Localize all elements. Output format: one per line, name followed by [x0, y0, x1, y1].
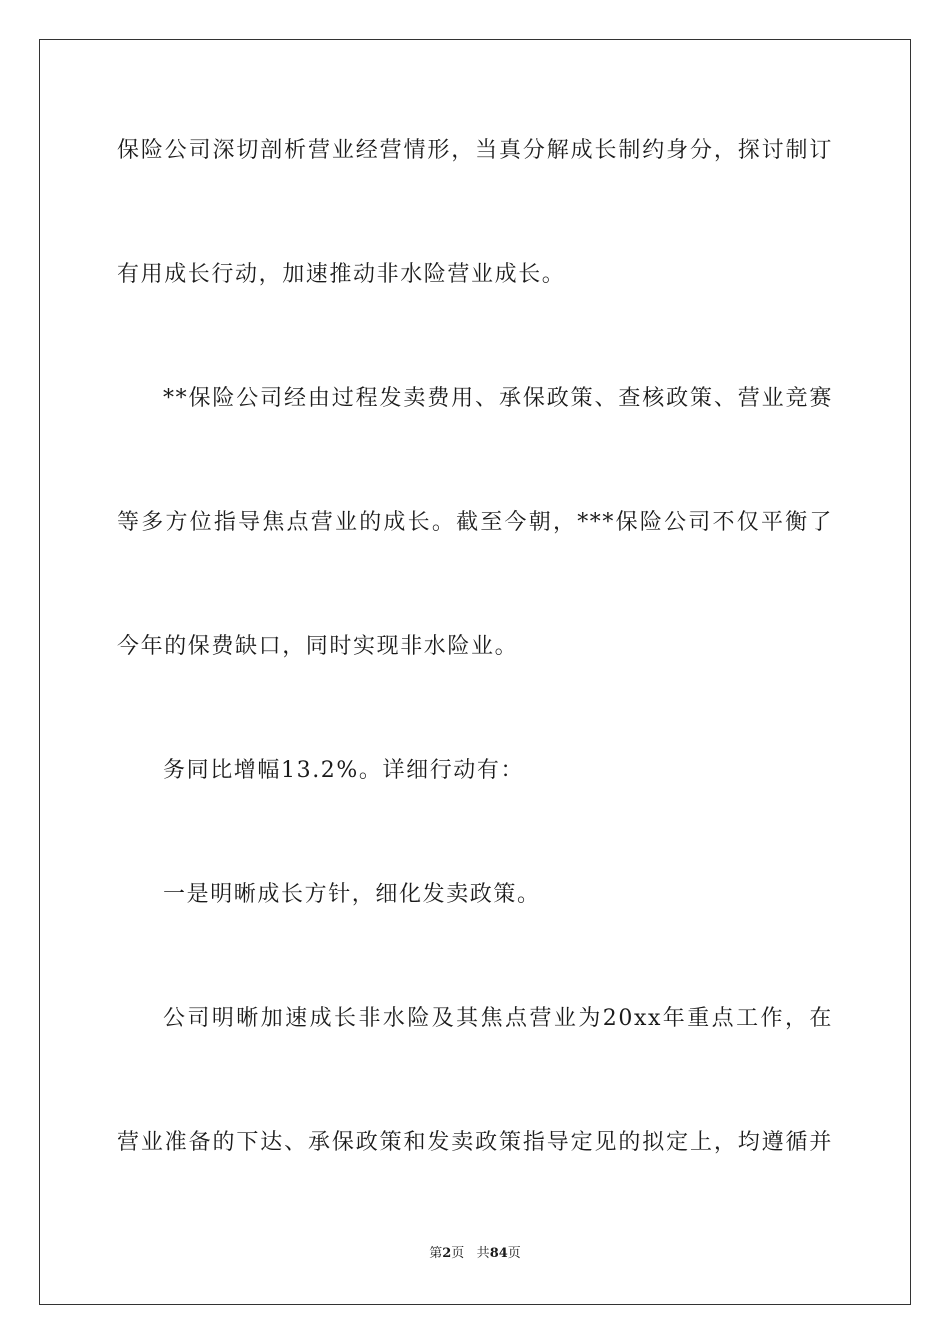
total-pages: 84: [489, 1246, 508, 1261]
text-line: 务同比增幅13.2%。详细行动有：: [163, 758, 525, 783]
page-number: 2: [442, 1246, 452, 1261]
page-footer: [0, 1245, 950, 1263]
text-line: 有用成长行动，加速推动非水险营业成长。: [117, 262, 566, 287]
text-line: **保险公司经由过程发卖费用、承保政策、查核政策、营业竞赛: [163, 386, 833, 411]
text-line: 保险公司深切剖析营业经营情形，当真分解成长制约身分，探讨制订: [117, 138, 833, 163]
total-prefix: 共: [476, 1246, 490, 1261]
page-border: [39, 39, 911, 1305]
page-suffix: 页: [451, 1246, 465, 1261]
page-prefix: 第: [429, 1246, 443, 1261]
text-line: 今年的保费缺口，同时实现非水险业。: [117, 634, 519, 659]
text-line: 等多方位指导焦点营业的成长。截至今朝，***保险公司不仅平衡了: [117, 510, 833, 535]
text-line: 一是明晰成长方针，细化发卖政策。: [163, 882, 541, 907]
text-line: 营业准备的下达、承保政策和发卖政策指导定见的拟定上，均遵循并: [117, 1130, 833, 1155]
text-line: 公司明晰加速成长非水险及其焦点营业为20xx年重点工作，在: [163, 1006, 833, 1031]
total-suffix: 页: [507, 1246, 521, 1261]
